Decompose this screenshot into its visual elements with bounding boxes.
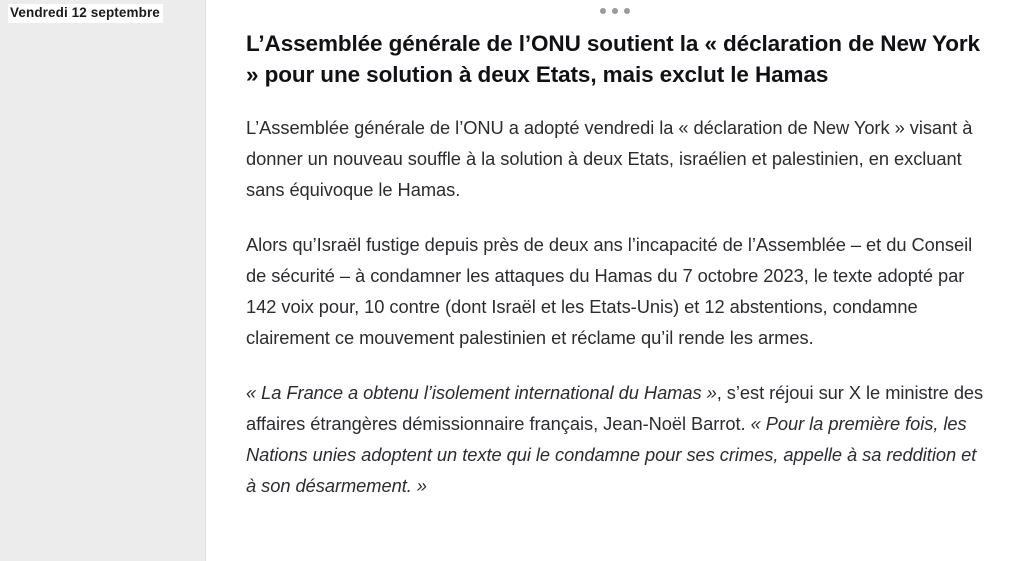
dot-2 [612,8,618,14]
article-body [246,0,984,501]
three-dots-icon[interactable] [600,8,630,14]
article-quote-paragraph [246,377,984,501]
quote-closing: « Pour la première fois, les Nations unies adoptent un texte qui le condamne pour ses crimes, appelle à sa reddition et à son désarmement. » [246,413,977,496]
article-paragraph: L’Assemblée générale de l’ONU a adopté vendredi la « déclaration de New York » visant à donner un nouveau souffle à la solution à deux Etats, israélien et palestinien, en excluant sans équivoque le Hamas. [246,117,973,200]
date-label: Vendredi 12 septembre [8,4,163,23]
dot-1 [600,8,606,14]
page-title: L’Assemblée générale de l’ONU soutient la « déclaration de New York » pour une solution à deux Etats, mais exclut le Hamas [246,31,980,87]
article-paragraph: Alors qu’Israël fustige depuis près de deux ans l’incapacité de l’Assemblée – et du Conseil de sécurité – à condamner les attaques du Hamas du 7 octobre 2023, le texte adopté par 142 voix pour, 10 contre (dont Israël et les Etats-Unis) et 12 abstentions, condamne clairement ce mouvement palestinien et réclame qu’il rende les armes. [246,234,973,348]
article-column [206,0,1024,561]
left-rail [0,0,206,561]
quote-opening: « La France a obtenu l’isolement international du Hamas » [246,382,717,403]
dot-3 [624,8,630,14]
quote-attribution: , s’est réjoui sur X le ministre des affaires étrangères démissionnaire français, Jean-Noël Barrot. [246,382,984,434]
